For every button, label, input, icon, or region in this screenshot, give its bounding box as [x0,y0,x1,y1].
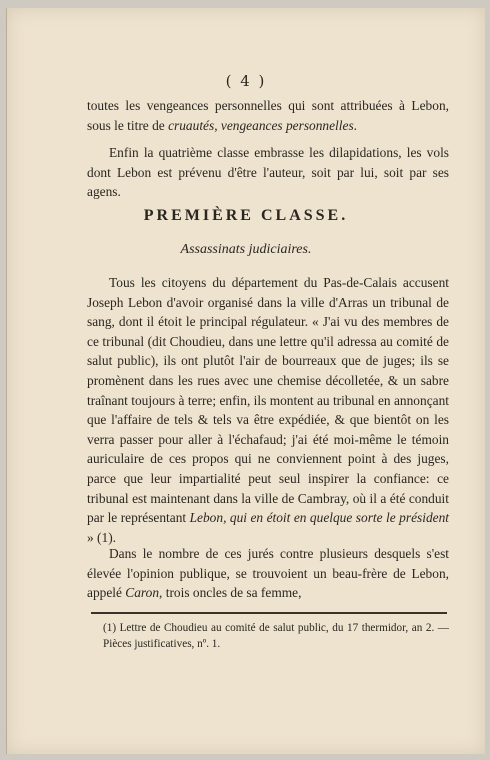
section-subheading: Assassinats judiciaires. [180,242,312,257]
intro-p1-italic-2: vengeances personnelles [220,117,354,133]
intro-p1-text-3: . [353,117,358,133]
intro-p1-text-1: toutes les vengeances personnelles qui sont attribuées à Lebon, sous le titre de [87,98,449,133]
intro-text [87,96,449,202]
body-p2-text-1: Dans le nombre de ces jurés contre plusieurs desquels s'est élevée l'opinion publique, se trouvoient un beau-frère de Lebon, appelé [87,546,449,601]
footnote-divider [91,612,447,614]
body-paragraph-2 [87,544,449,603]
intro-paragraph-1 [87,96,449,135]
body-text-continued [87,544,449,603]
footnote: (1) Lettre de Choudieu au comité de salut public, du 17 thermidor, an 2. — Pièces justificatives, nº. 1. [103,622,449,650]
intro-paragraph-2: Enfin la quatrième classe embrasse les dilapidations, les vols dont Lebon est prévenu d'être l'auteur, soit par lui, soit par ses agens. [87,145,449,200]
book-page [6,8,485,754]
page-number: ( 4 ) [225,72,267,90]
body-p2-italic-1: Caron [125,585,160,601]
body-p1-text-2: » (1). [87,529,117,545]
body-paragraph-1 [87,273,449,547]
body-p1-italic-1: Lebon, qui en étoit en quelque sorte le président [189,510,449,526]
body-text [87,273,449,547]
intro-p1-italic-1: cruautés [168,117,215,133]
section-heading: PREMIÈRE CLASSE. [143,207,349,224]
body-p2-text-2: , trois oncles de sa femme, [159,585,302,601]
body-p1-text-1: Tous les citoyens du département du Pas-de-Calais accusent Joseph Lebon d'avoir organisé dans la ville d'Arras un tribunal de sang, dont il étoit le principal régulateur. « J'ai vu des membres de ce tribunal (dit Choudieu, dans une lettre qu'il adressa au comité de salut public), ils ont plutôt l'air de bourreaux que de juges; ils se promènent dans les rues avec une chemise décolletée, & un sabre traînant toujours à terre; enfin, ils montent au tribunal en annonçant que l'affaire de tels & tels va être expédiée, & que bientôt on les verra passer pour aller à l'échafaud; j'ai été moi-même le témoin auriculaire de ces propos qui ne conviennent point à des juges, parce que leur impartialité peut seul inspirer la confiance: ce tribunal est maintenant dans la ville de Cambray, où il a été conduit par le représentant [87,275,449,526]
intro-p1-text-2: , [214,117,221,133]
